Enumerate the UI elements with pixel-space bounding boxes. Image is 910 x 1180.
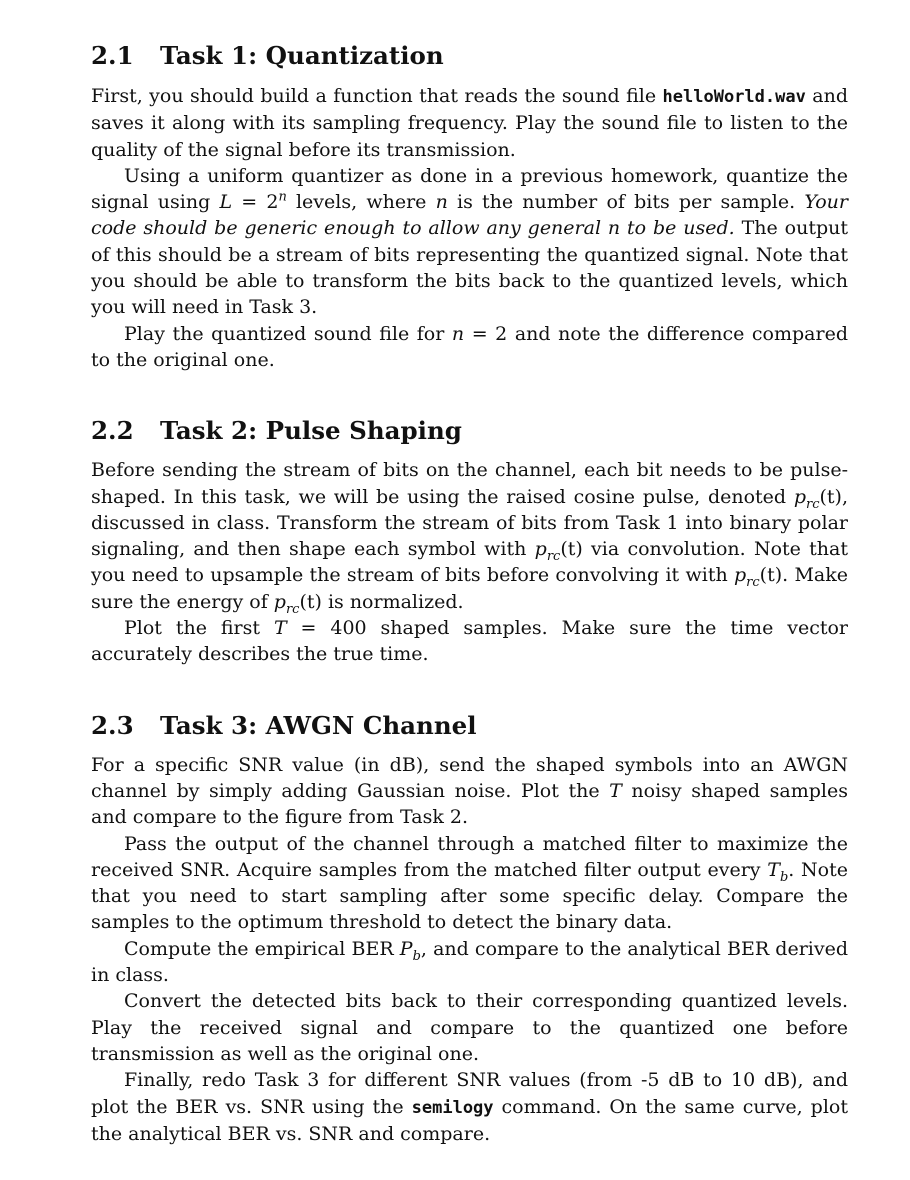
paragraph: For a specific SNR value (in dB), send the shaped symbols into an AWGN channel by simply adding Gaussian noise. Plot the T noisy shaped samples and compare to the figure from Task 2. — [91, 753, 848, 829]
paragraph: Plot the first T = 400 shaped samples. Make sure the time vector accurately describes the true time. — [91, 617, 848, 666]
section-number: 2.1 — [91, 41, 134, 70]
paragraph: Convert the detected bits back to their corresponding quantized levels. Play the received signal and compare to the quantized one before transmission as well as the original one. — [91, 990, 848, 1065]
section-title: Task 1: Quantization — [160, 41, 444, 70]
paragraph: Finally, redo Task 3 for different SNR values (from -5 dB to 10 dB), and plot the BER vs. SNR using the semilogy command. On the same curve, plot the analytical BER vs. SNR and compare. — [91, 1069, 848, 1145]
paragraph: First, you should build a function that reads the sound file helloWorld.wav and saves it along with its sampling frequency. Play the sound file to listen to the quality of the signal before its transmission. — [91, 85, 848, 161]
command-code: semilogy — [411, 1097, 494, 1118]
filename-code: helloWorld.wav — [662, 87, 806, 107]
section-task2 — [91, 403, 848, 457]
paragraph: Play the quantized sound file for n = 2 and note the difference compared to the original one. — [91, 322, 848, 371]
section-heading-task2 — [91, 403, 848, 449]
section-title: Task 2: Pulse Shaping — [160, 416, 462, 446]
emphasis-text: Your code should be generic enough to allow any general n to be used. — [91, 191, 848, 240]
section-heading-task3 — [91, 698, 848, 744]
section-heading-task1 — [91, 38, 848, 74]
paragraph: Compute the empirical BER $P_b$, and compare to the analytical BER derived in class. — [91, 937, 848, 987]
section-title: Task 3: AWGN Channel — [160, 710, 477, 740]
section-number: 2.3 — [91, 710, 134, 740]
paragraph: Pass the output of the channel through a matched filter to maximize the received SNR. Acquire samples from the matched filter output every $T_b$. Note that you need to start sampling after some specific delay. Compare the samples to the optimum threshold to detect the binary data. — [91, 832, 848, 934]
section-task3 — [91, 698, 848, 752]
section-number: 2.2 — [91, 416, 134, 446]
document-page — [91, 38, 848, 1147]
paragraph: Before sending the stream of bits on the channel, each bit needs to be pulse-shaped. In this task, we will be using the raised cosine pulse, denoted $p_{rc}(t)$, discussed in class. Transform the stream of bits from Task 1 into binary polar signaling, and then shape each symbol with $p_{rc}(t)$ via convolution. Note that you need to upsample the stream of bits before convolving it with $p_{rc}(t)$. Make sure the energy of $p_{rc}(t)$ is normalized. — [91, 459, 848, 617]
paragraph: Using a uniform quantizer as done in a previous homework, quantize the signal using $L = 2^n$ levels, where n is the number of bits per sample. Your code should be generic enough to allow any general n to be used. The output of this should be a stream of bits representing the quantized signal. Note that you should be able to transform the bits back to the quantized levels, which you will need in Task 3. — [91, 164, 848, 319]
section-task1 — [91, 38, 848, 83]
